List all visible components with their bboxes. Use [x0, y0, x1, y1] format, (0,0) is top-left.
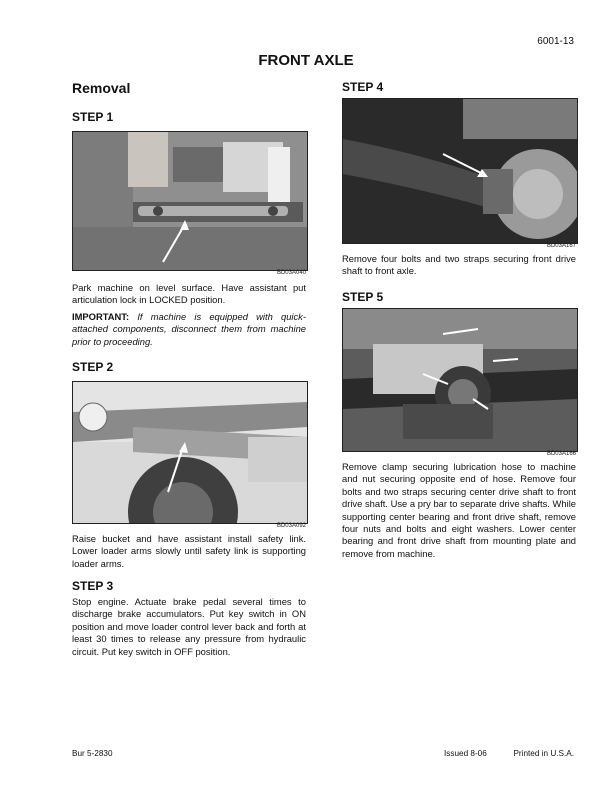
step-4-figure-code: BD03A167 [546, 243, 576, 249]
step-4-photo-drawing [343, 99, 577, 243]
step-5-photo-drawing [343, 309, 577, 451]
step-5-heading: STEP 5 [342, 290, 384, 304]
step-1-figure-code: BD03A040 [276, 270, 306, 276]
step-1-heading: STEP 1 [72, 110, 114, 124]
step-3-heading: STEP 3 [72, 579, 114, 593]
footer-issued: Issued 8-06 [444, 749, 487, 758]
step-2-heading: STEP 2 [72, 360, 114, 374]
page-title: FRONT AXLE [258, 52, 354, 69]
step-5-photo [342, 308, 578, 452]
footer-printed: Printed in U.S.A. [513, 749, 574, 758]
step-5-text: Remove clamp securing lubrication hose to machine and nut securing opposite end of hose. Remove four bolts and two straps securing center drive shaft to front drive shaft. Use a pry bar to separate drive shafts. While supporting center bearing and front drive shaft, remove four nuts and bolts and eight washers. Lower center bearing and front drive shaft from mounting plate and remove from machine. [342, 461, 576, 559]
page-number: 6001-13 [537, 36, 574, 47]
important-text: If machine is equipped with quick-attached components, disconnect them from machine prior to proceeding. [72, 311, 306, 347]
step-1-important [72, 311, 306, 348]
step-2-text: Raise bucket and have assistant install safety link. Lower loader arms slowly until safety link is supporting loader arms. [72, 533, 306, 569]
step-4-text: Remove four bolts and two straps securing front drive shaft to front axle. [342, 253, 576, 277]
step-1-photo [72, 131, 308, 271]
step-2-photo-drawing [73, 382, 307, 523]
step-4-photo [342, 98, 578, 244]
step-4-heading: STEP 4 [342, 80, 384, 94]
footer-doc-number: Bur 5-2830 [72, 749, 113, 758]
step-1-photo-drawing [73, 132, 307, 270]
important-label: IMPORTANT: [72, 311, 130, 322]
step-5-figure-code: BD03A166 [546, 451, 576, 457]
step-3-text: Stop engine. Actuate brake pedal several times to discharge brake accumulators. Put key switch in ON position and move loader control lever back and forth at least 30 times to release any pressure from hydraulic circuit. Put key switch in OFF position. [72, 596, 306, 657]
step-2-photo [72, 381, 308, 524]
step-1-text: Park machine on level surface. Have assistant put articulation lock in LOCKED position. [72, 282, 306, 306]
section-title: Removal [72, 80, 131, 96]
step-2-figure-code: BD03A092 [276, 523, 306, 529]
